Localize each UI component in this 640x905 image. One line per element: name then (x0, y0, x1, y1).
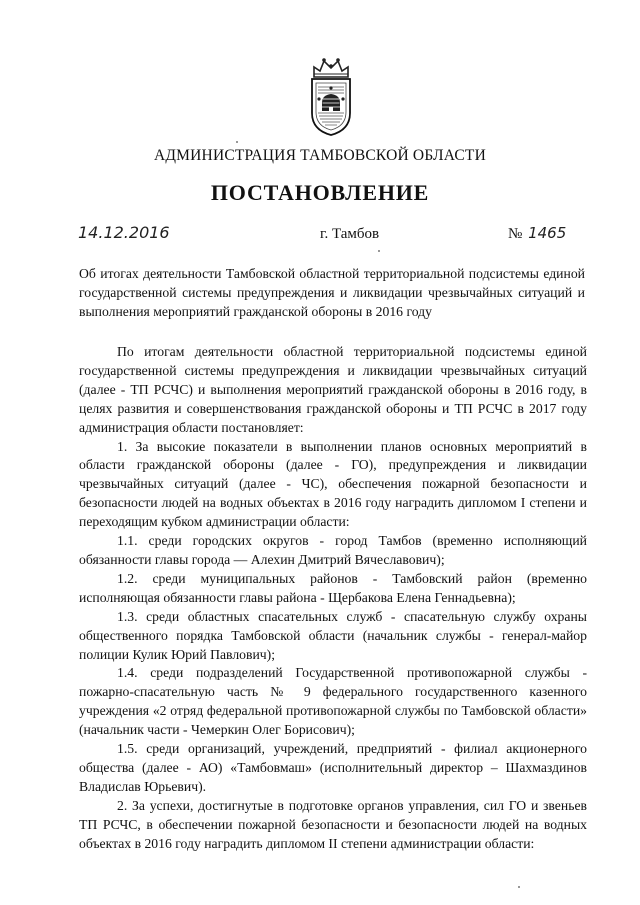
document-city: г. Тамбов (320, 226, 380, 242)
scan-speck (518, 886, 520, 888)
document-number-block (508, 224, 566, 243)
scan-speck (378, 250, 380, 252)
organization-name: АДМИНИСТРАЦИЯ ТАМБОВСКОЙ ОБЛАСТИ (154, 147, 486, 164)
scan-speck (236, 141, 238, 143)
coat-of-arms-icon (308, 55, 354, 137)
document-body (79, 343, 587, 853)
document-date: 14.12.2016 (78, 223, 170, 242)
paragraph-2: 2. За успехи, достигнутые в подготовке органов управления, сил ГО и звеньев ТП РСЧС, в обеспечении пожарной безопасности и безопасности людей на водных объектах в 2016 году наградить дипломом II степени администрации области: (79, 797, 587, 851)
document-type-title: ПОСТАНОВЛЕНИЕ (210, 180, 430, 205)
paragraph-1-3: 1.3. среди областных спасательных служб - спасательную службу охраны общественного порядка Тамбовской области (начальник службы - генерал-майор полиции Кулик Юрий Павлович); (79, 608, 587, 662)
paragraph-1-1: 1.1. среди городских округов - город Тамбов (временно исполняющий обязанности главы города — Алехин Дмитрий Вячеславович); (79, 533, 587, 567)
paragraph-1-5: 1.5. среди организаций, учреждений, предприятий - филиал акционерного общества (далее - АО) «Тамбовмаш» (исполнительный директор – Шахмаздинов Владислав Юрьевич). (79, 741, 587, 794)
paragraph-1: 1. За высокие показатели в выполнении планов основных мероприятий в области гражданской обороны (далее - ГО), предупреждения и ликвидации чрезвычайных ситуаций (далее - ЧС), обеспечения пожарной безопасности и безопасности людей на водных объектах в 2016 году наградить дипломом I степени и переходящим кубком администрации области: (79, 438, 587, 530)
paragraph-1-2: 1.2. среди муниципальных районов - Тамбовский район (временно исполняющая обязанности главы района - Щербакова Елена Геннадьевна); (79, 570, 587, 605)
document-subject: Об итогах деятельности Тамбовской областной территориальной подсистемы единой государственной системы предупреждения и ликвидации чрезвычайных ситуаций и выполнения мероприятий гражданской обороны в 2016 году (79, 266, 585, 319)
number-prefix: № (508, 226, 523, 242)
paragraph-intro: По итогам деятельности областной территориальной подсистемы единой государственной системы предупреждения и ликвидации чрезвычайных ситуаций (далее - ТП РСЧС) и выполнения мероприятий гражданской обороны в 2016 году, в целях развития и совершенствования гражданской обороны и ТП РСЧС в 2017 году администрация области постановляет: (79, 344, 587, 435)
document-number: 1465 (528, 224, 567, 242)
paragraph-1-4: 1.4. среди подразделений Государственной противопожарной службы - пожарно-спасательную часть № 9 федерального государственного казенного учреждения «2 отряд федеральной противопожарной службы по Тамбовской области» (начальник части - Чемеркин Олег Борисович); (79, 665, 587, 738)
